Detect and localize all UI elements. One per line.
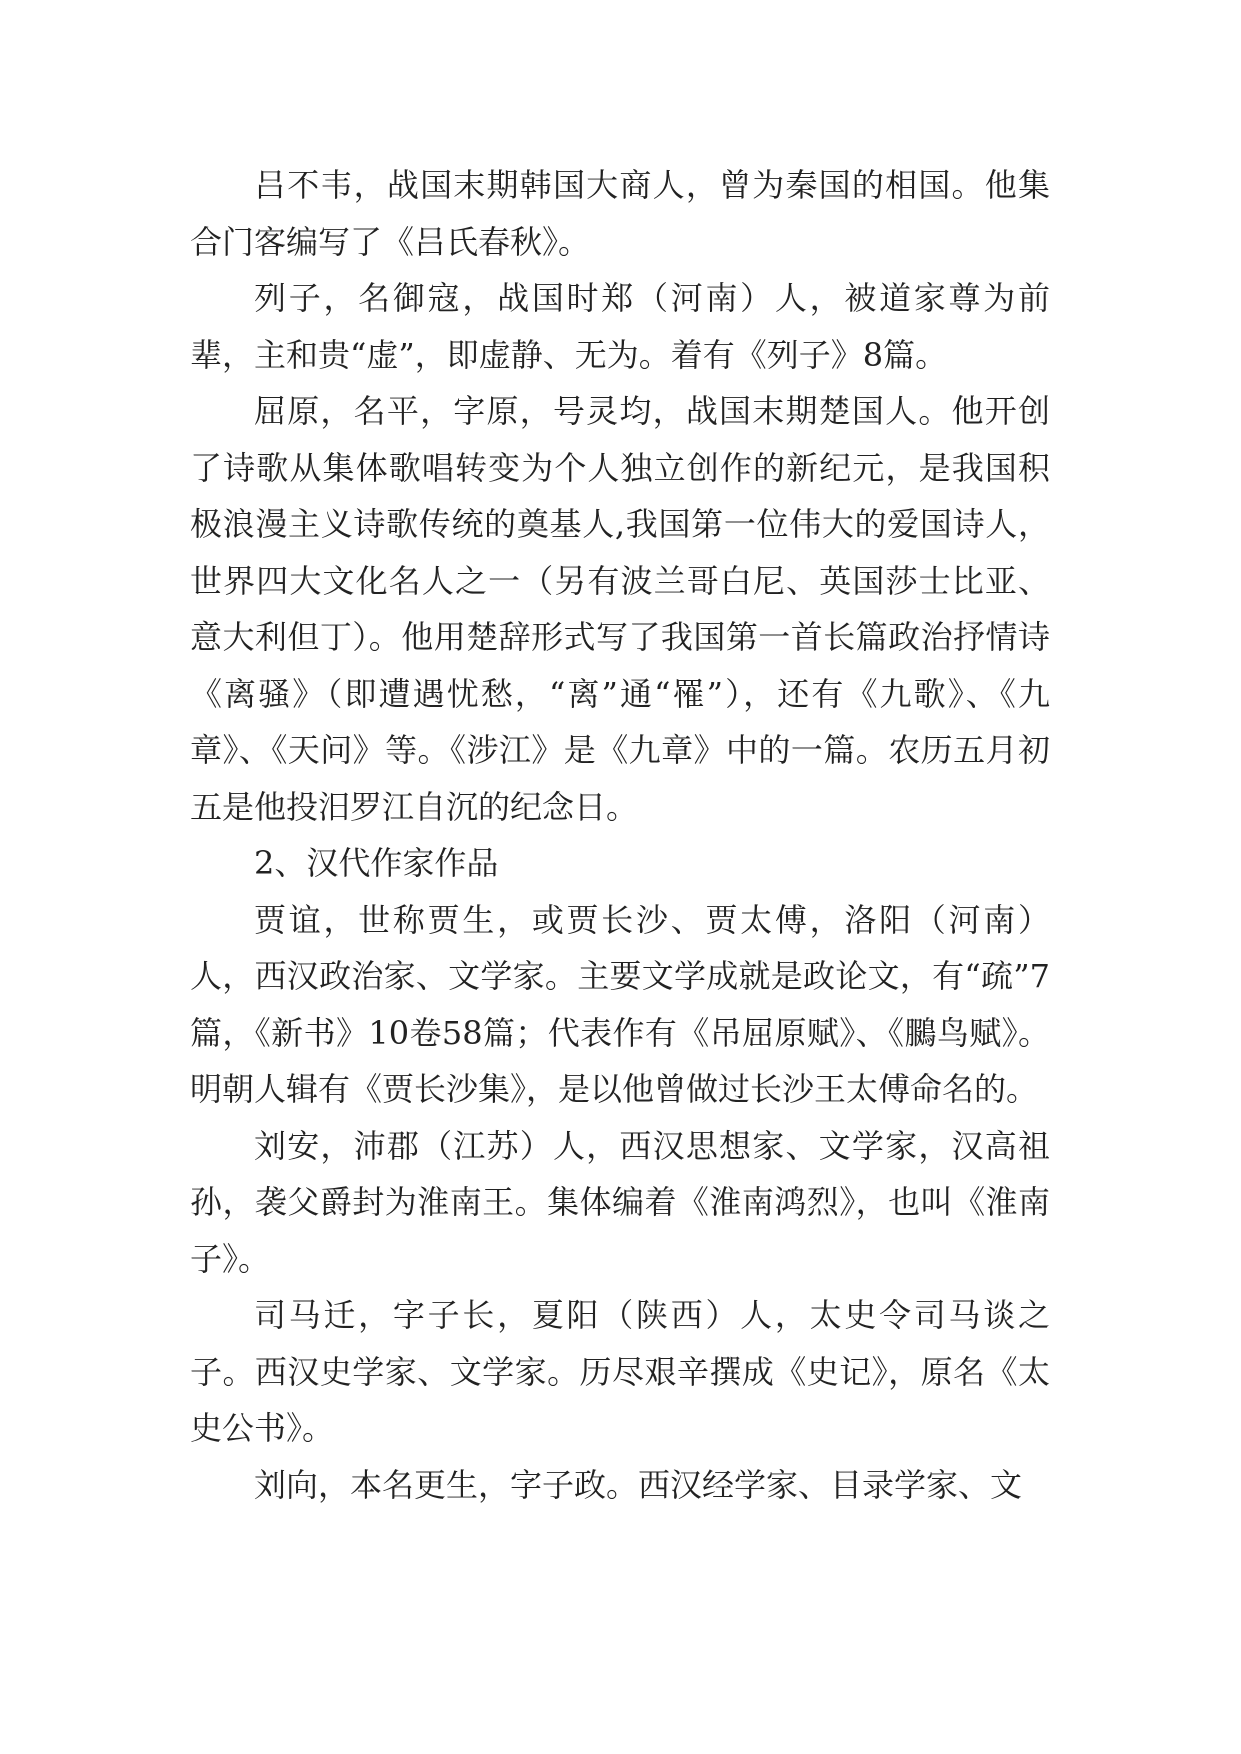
paragraph-sima-qian: 司马迁，字子长，夏阳（陕西）人，太史令司马谈之子。西汉史学家、文学家。历尽艰辛撰成《史记》，原名《太史公书》。 (190, 1296, 1050, 1447)
paragraph-lv-buwei: 吕不韦，战国末期韩国大商人，曾为秦国的相国。他集合门客编写了《吕氏春秋》。 (190, 166, 1050, 261)
section-heading-han-dynasty: 2、汉代作家作品 (254, 844, 499, 882)
paragraph-qu-yuan: 屈原，名平，字原，号灵均，战国末期楚国人。他开创了诗歌从集体歌唱转变为个人独立创作的新纪元，是我国积极浪漫主义诗歌传统的奠基人,我国第一位伟大的爱国诗人，世界四大文化名人之一（另有波兰哥白尼、英国莎士比亚、意大利但丁）。他用楚辞形式写了我国第一首长篇政治抒情诗《离骚》（即遭遇忧愁，“离”通“罹”），还有《九歌》、《九章》、《天问》等。《涉江》是《九章》中的一篇。农历五月初五是他投汨罗江自沉的纪念日。 (190, 392, 1050, 826)
document-body (190, 157, 1050, 1513)
paragraph-liu-xiang: 刘向，本名更生，字子政。西汉经学家、目录学家、文 (254, 1465, 1023, 1504)
paragraph-jia-yi: 贾谊，世称贾生，或贾长沙、贾太傅，洛阳（河南）人，西汉政治家、文学家。主要文学成就是政论文，有“疏”7篇，《新书》10卷58篇；代表作有《吊屈原赋》、《鵩鸟赋》。明朝人辑有《贾长沙集》，是以他曾做过长沙王太傅命名的。 (190, 900, 1050, 1108)
paragraph-liezi: 列子，名御寇，战国时郑（河南）人，被道家尊为前辈，主和贵“虚”，即虚静、无为。着有《列子》8篇。 (190, 279, 1050, 374)
paragraph-liu-an: 刘安，沛郡（江苏）人，西汉思想家、文学家，汉高祖孙，袭父爵封为淮南王。集体编着《淮南鸿烈》，也叫《淮南子》。 (190, 1126, 1050, 1278)
